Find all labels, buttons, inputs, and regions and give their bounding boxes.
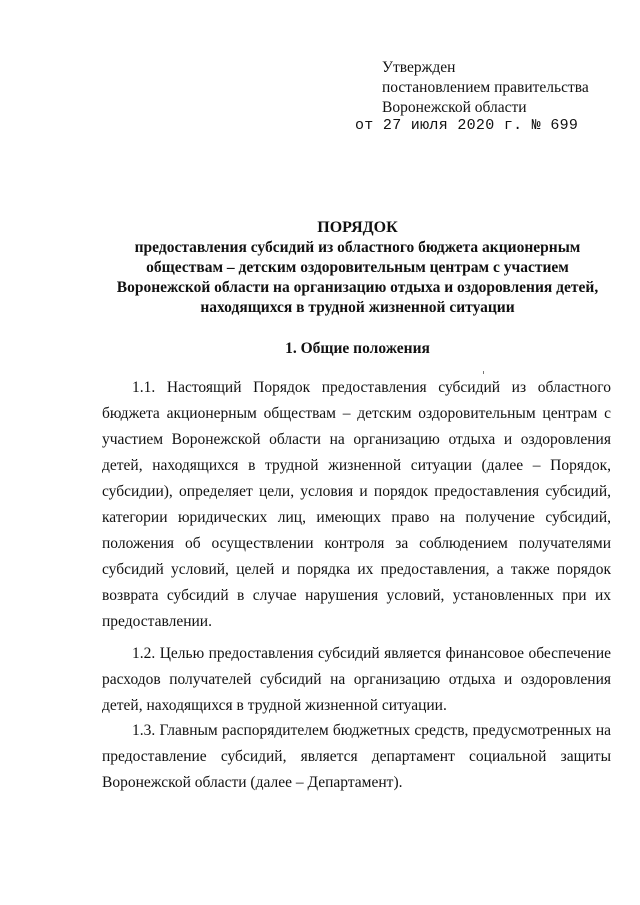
paragraph-1-2: 1.2. Целью предоставления субсидий является финансовое обеспечение расходов получателей субсидий на организацию отдыха и оздоровления детей, находящихся в трудной жизненной ситуации. — [102, 645, 611, 714]
scan-speck — [483, 371, 484, 374]
section-heading-general: 1. Общие положения — [285, 340, 430, 357]
document-title-block — [100, 218, 615, 318]
title-subtitle-line-1: предоставления субсидий из областного бюджета акционерным — [134, 239, 581, 256]
title-subtitle-line-3: Воронежской области на организацию отдыха и оздоровления детей, — [116, 279, 599, 296]
title-subtitle-line-4: находящихся в трудной жизненной ситуации — [200, 299, 515, 316]
approval-line-approved: Утвержден — [382, 59, 456, 76]
document-title: ПОРЯДОК — [317, 219, 398, 236]
approval-block — [382, 58, 589, 118]
title-subtitle-line-2: обществам – детским оздоровительным центрам с участием — [146, 259, 569, 276]
approval-line-resolution: постановлением правительства — [382, 79, 589, 96]
paragraph-1-3: 1.3. Главным распорядителем бюджетных средств, предусмотренных на предоставление субсидий, является департамент социальной защиты Воронежской области (далее – Департамент). — [102, 722, 611, 791]
approval-line-region: Воронежской области — [382, 99, 527, 116]
paragraph-1-1: 1.1. Настоящий Порядок предоставления субсидий из областного бюджета акционерным обществам – детским оздоровительным центрам с участием Воронежской области на организацию отдыха и оздоровления детей, находящихся в трудной жизненной ситуации (далее – Порядок, субсидии), определяет цели, условия и порядок предоставления субсидий, категории юридических лиц, имеющих право на получение субсидий, положения об осуществлении контроля за соблюдением получателями субсидий условий, целей и порядка их предоставления, а также порядок возврата субсидий в случае нарушения условий, установленных при их предоставлении. — [102, 379, 611, 630]
decree-date-number: от 27 июля 2020 г. № 699 — [355, 117, 579, 134]
